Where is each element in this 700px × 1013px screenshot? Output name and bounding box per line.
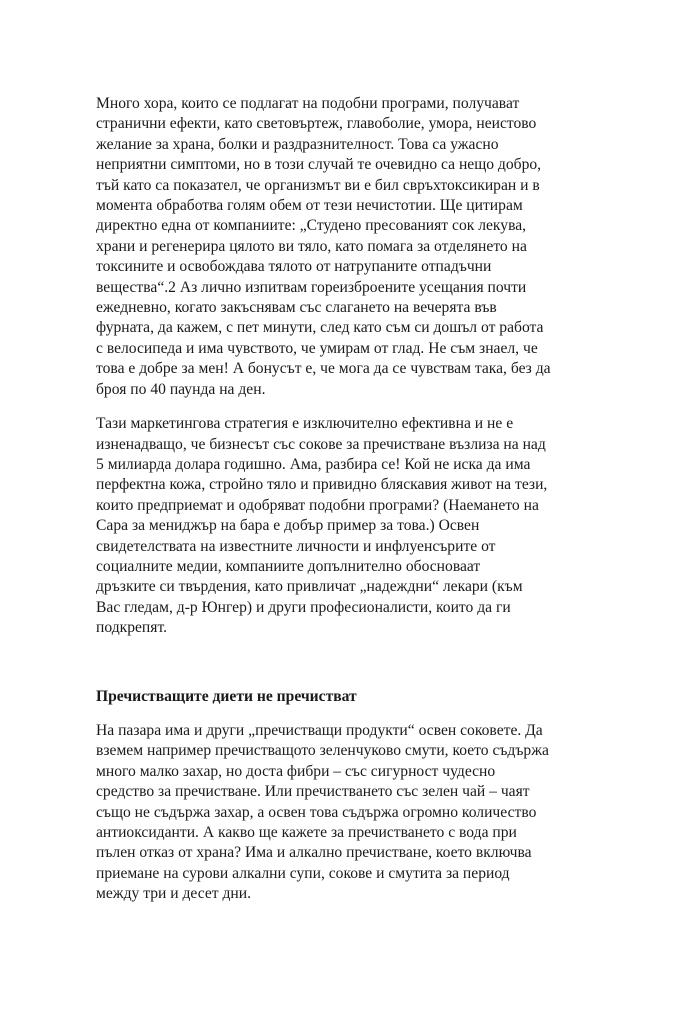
text-line: перфектна кожа, стройно тяло и привидно бляскавия живот на тези, [96, 476, 548, 494]
text-line: подкрепят. [96, 619, 167, 637]
text-line: желание за храна, болки и раздразнителност. Това са ужасно [96, 135, 499, 153]
text-line: храни и регенерира цялото ви тяло, като помага за отделянето на [96, 237, 527, 255]
text-line: неприятни симптоми, но в този случай те очевидно са нещо добро, [96, 156, 542, 174]
text-line: Сара за мениджър на бара е добър пример за това.) Освен [96, 517, 480, 535]
text-line: с велосипеда и има чувството, че умирам от глад. Не съм знаел, че [96, 339, 538, 357]
text-line: това е добре за мен! А бонусът е, че мога да се чувствам така, без да [96, 360, 551, 378]
text-line: броя по 40 паунда на ден. [96, 380, 266, 398]
text-line: 5 милиарда долара годишно. Ама, разбира се! Кой не иска да има [96, 455, 531, 473]
text-line: вземем например пречистващото зеленчуково смути, което съдържа [96, 742, 549, 760]
text-line: Тази маркетингова стратегия е изключително ефективна и не е [96, 415, 514, 433]
text-line: Много хора, които се подлагат на подобни програми, получават [96, 95, 520, 112]
text-line: приемане на сурови алкални супи, сокове и смутита за период [96, 864, 510, 882]
text-line: фурната, да кажем, с пет минути, след като съм си дошъл от работа [96, 319, 544, 337]
text-line: средство за пречистване. Или пречистването със зелен чай – чаят [96, 783, 530, 801]
text-line: вещества“.2 Аз лично изпитвам гореизброените усещания почти [96, 278, 527, 296]
text-line: много малко захар, но доста фибри – със сигурност чудесно [96, 762, 496, 780]
text-line: ежедневно, когато закъснявам със слагането на вечерята във [96, 299, 497, 317]
section-heading: Пречистващите диети не пречистват [96, 687, 357, 705]
text-line: дръзките си твърдения, като привличат „надеждни“ лекари (към [96, 578, 523, 596]
paragraph-3 [96, 721, 616, 905]
text-line: Вас гледам, д-р Юнгер) и други професионалисти, които да ги [96, 598, 511, 616]
text-line: странични ефекти, като световъртеж, главоболие, умора, неистово [96, 115, 537, 133]
text-line: изненадващо, че бизнесът със сокове за пречистване възлиза на над [96, 435, 546, 453]
document-page [96, 94, 616, 919]
paragraph-1 [96, 94, 616, 400]
text-line: които предприемат и одобряват подобни програми? (Наемането на [96, 496, 539, 514]
text-line: между три и десет дни. [96, 885, 251, 903]
text-line: също не съдържа захар, а освен това съдържа огромно количество [96, 803, 537, 821]
text-line: антиоксиданти. А какво ще кажете за пречистването с вода при [96, 824, 517, 841]
text-line: момента обработва голям обем от тези нечистотии. Ще цитирам [96, 197, 523, 215]
text-line: токсините и освобождава тялото от натрупаните отпадъчни [96, 258, 492, 276]
paragraph-2 [96, 414, 616, 638]
text-line: свидетелствата на известните личности и инфлуенсърите от [96, 537, 496, 555]
text-line: пълен отказ от храна? Има и алкално пречистване, което включва [96, 844, 532, 862]
text-line: На пазара има и други „пречистващи продукти“ освен соковете. Да [96, 721, 543, 739]
text-line: директно една от компаниите: „Студено пресованият сок лекува, [96, 217, 527, 235]
text-line: социалните медии, компаниите допълнително обосноваат [96, 557, 481, 575]
text-line: тъй като са показател, че организмът ви е бил свръхтоксикиран и в [96, 176, 540, 194]
